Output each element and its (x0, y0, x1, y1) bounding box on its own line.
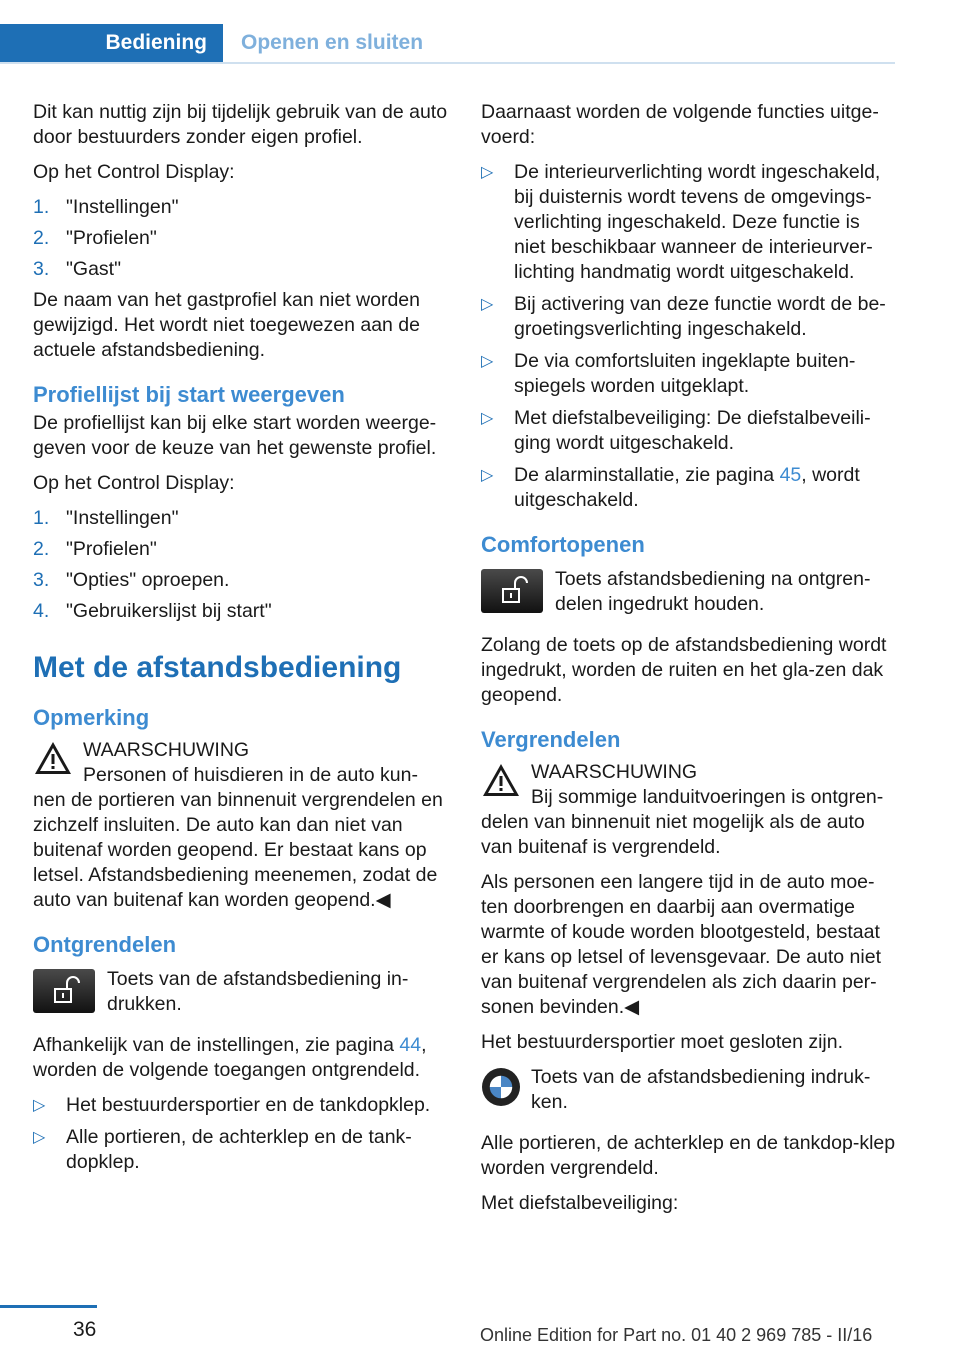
warning-block (481, 760, 896, 785)
list-item: ▷ De via comfortsluiten ingeklapte buiten‐spiegels worden uitgeklapt. (481, 350, 856, 397)
warning-title: WAARSCHUWING (83, 739, 250, 761)
triangle-right-icon: ▷ (481, 410, 494, 427)
paragraph: Op het Control Display: (33, 161, 235, 183)
section-tab-inactive[interactable]: Openen en sluiten (241, 31, 424, 54)
paragraph: Alle portieren, de achterklep en de tankdop‐klep worden vergrendeld. (481, 1132, 896, 1179)
comfort-key-row (481, 567, 896, 623)
unlock-key-icon (481, 569, 543, 613)
lock-text: Toets van de afstandsbediening indruk‐ken. (531, 1066, 871, 1113)
triangle-right-icon: ▷ (481, 164, 494, 181)
paragraph: Zolang de toets op de afstandsbediening wordt ingedrukt, worden de ruiten en het gla‐zen dak geopend. (481, 634, 887, 706)
paragraph: Dit kan nuttig zijn bij tijdelijk gebruik van de auto door bestuurders zonder eigen profiel. (33, 101, 448, 148)
list-item: ▷ De alarminstallatie, zie pagina 45, wordt uitgeschakeld. (481, 464, 860, 511)
warning-triangle-icon (33, 740, 73, 776)
list-item: ▷ De interieurverlichting wordt ingeschakeld, bij duisternis wordt tevens de omgevings‐verlichting ingeschakeld. Deze functie is niet beschikbaar wanneer de interieurver‐lichting handmatig wordt uitgeschakeld. (481, 161, 881, 283)
footer-rule (0, 1305, 97, 1308)
triangle-right-icon: ▷ (33, 1129, 46, 1146)
list-item: ▷ Met diefstalbeveiliging: De diefstalbeveili‐ging wordt uitgeschakeld. (481, 407, 871, 454)
page-number: 36 (73, 1318, 97, 1341)
warning-triangle-icon (481, 762, 521, 798)
section-heading: Opmerking (33, 705, 150, 730)
paragraph: De naam van het gastprofiel kan niet worden gewijzigd. Het wordt niet toegewezen aan de actuele afstandsbediening. (33, 289, 420, 361)
warning-title: WAARSCHUWING (531, 761, 698, 783)
bmw-logo-key-icon (481, 1067, 521, 1107)
triangle-right-icon: ▷ (33, 1097, 46, 1114)
bullet-list (481, 160, 896, 513)
lock-key-row (481, 1065, 896, 1121)
list-item: 1. "Instellingen" (33, 196, 179, 218)
paragraph: Afhankelijk van de instellingen, zie pagina 44, worden de volgende toegangen ontgrendeld. (33, 1034, 427, 1081)
section-tab-active[interactable]: Bediening (0, 24, 223, 62)
left-column (33, 100, 448, 1182)
warning-block (33, 738, 448, 763)
paragraph: De profiellijst kan bij elke start worden weerge‐geven voor de keuze van het gewenste profiel. (33, 412, 437, 459)
list-item: 2. "Profielen" (33, 538, 157, 560)
section-heading: Profiellijst bij start weergeven (33, 382, 345, 407)
page-link[interactable]: 45 (779, 464, 802, 486)
unlock-text: Toets van de afstandsbediening in‐drukken. (107, 968, 409, 1015)
warning-text: Bij sommige landuitvoeringen is ontgren‐delen van binnenuit niet mogelijk als de auto van buitenaf is vergrendeld. (481, 786, 884, 858)
edition-text: Online Edition for Part no. 01 40 2 969 785 - II/16 (480, 1325, 873, 1345)
warning-text: Personen of huisdieren in de auto kun‐nen de portieren van binnenuit vergrendelen en zichzelf insluiten. De auto kan dan niet van buitenaf worden geopend. Er bestaat kans op letsel. Afstandsbediening meenemen, zodat de auto van buitenaf kan worden geopend.◀ (33, 764, 443, 911)
paragraph: Het bestuurdersportier moet gesloten zijn. (481, 1031, 844, 1053)
section-heading: Vergrendelen (481, 727, 621, 752)
comfort-text: Toets afstandsbediening na ontgren‐delen ingedrukt houden. (555, 568, 871, 615)
list-item: 3. "Gast" (33, 258, 122, 280)
page-header (0, 24, 895, 64)
list-item: 3. "Opties" oproepen. (33, 569, 230, 591)
bullet-list (33, 1093, 448, 1175)
numbered-list (33, 506, 448, 624)
list-item: 4. "Gebruikerslijst bij start" (33, 600, 272, 622)
unlock-key-icon (33, 969, 95, 1013)
section-heading: Ontgrendelen (33, 932, 177, 957)
page-link[interactable]: 44 (399, 1034, 422, 1056)
paragraph: Met diefstalbeveiliging: (481, 1192, 679, 1214)
triangle-right-icon: ▷ (481, 296, 494, 313)
section-heading: Comfortopenen (481, 532, 645, 557)
triangle-right-icon: ▷ (481, 353, 494, 370)
paragraph: Als personen een langere tijd in de auto moe‐ten doorbrengen en daarbij aan overmatige warmte of koude worden blootgesteld, bestaat er kans op letsel of levensgevaar. De auto niet van buitenaf vergrendelen als zich daarin per‐sonen bevinden.◀ (481, 871, 881, 1018)
unlock-key-row (33, 967, 448, 1023)
numbered-list (33, 195, 448, 282)
paragraph: Daarnaast worden de volgende functies uitge‐voerd: (481, 101, 879, 148)
right-column (481, 100, 896, 1226)
triangle-right-icon: ▷ (481, 467, 494, 484)
list-item: ▷ Bij activering van deze functie wordt de be‐groetingsverlichting ingeschakeld. (481, 293, 886, 340)
chapter-heading: Met de afstandsbediening (33, 651, 402, 684)
list-item: ▷ Het bestuurdersportier en de tankdopklep. (33, 1094, 431, 1116)
list-item: ▷ Alle portieren, de achterklep en de tank‐dopklep. (33, 1126, 412, 1173)
list-item: 2. "Profielen" (33, 227, 157, 249)
paragraph: Op het Control Display: (33, 472, 235, 494)
list-item: 1. "Instellingen" (33, 507, 179, 529)
